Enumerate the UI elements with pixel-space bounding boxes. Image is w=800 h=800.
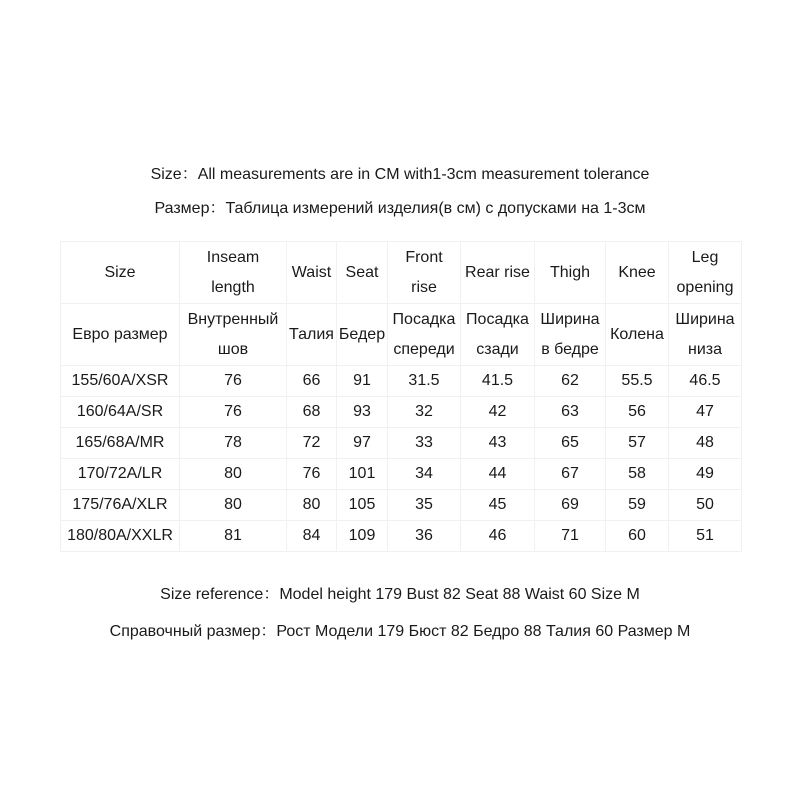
table-cell-waist: 80 [287,490,337,521]
table-cell-waist: 66 [287,366,337,397]
header-text: низа [687,340,722,358]
table-header-row-russian [61,304,742,366]
header-text: Leg [691,248,719,266]
header-text: Rear rise [465,263,530,281]
header-text: Front [405,248,443,266]
header-text: rise [411,278,437,296]
header-text: спереди [393,340,455,358]
header-text: Евро размер [72,325,168,343]
table-cell-knee: 56 [606,397,669,428]
table-cell-inseam-length: 80 [180,459,287,490]
header-cell-leg-opening [669,242,742,304]
table-cell-front-rise: 34 [388,459,461,490]
table-row [61,428,742,459]
table-cell-leg-opening: 51 [669,521,742,552]
header-text: Бедер [338,325,386,343]
header-cell-knee [606,304,669,366]
header-text: Посадка [392,310,456,328]
header-text: Knee [618,263,656,281]
header-text: Внутренный [187,310,279,328]
size-reference-english: Size reference：Model height 179 Bust 82 Seat 88 Waist 60 Size M [160,586,640,603]
header-text: Size [104,263,136,281]
table-cell-seat: 101 [337,459,388,490]
table-cell-leg-opening: 46.5 [669,366,742,397]
table-cell-waist: 84 [287,521,337,552]
table-cell-inseam-length: 81 [180,521,287,552]
table-cell-seat: 97 [337,428,388,459]
table-cell-rear-rise: 45 [461,490,535,521]
table-cell-knee: 59 [606,490,669,521]
table-cell-thigh: 65 [535,428,606,459]
header-cell-inseam-length [180,304,287,366]
table-cell-leg-opening: 49 [669,459,742,490]
header-cell-seat [337,304,388,366]
table-cell-inseam-length: 76 [180,397,287,428]
header-cell-size [61,242,180,304]
table-row [61,521,742,552]
table-cell-rear-rise: 42 [461,397,535,428]
table-cell-rear-rise: 46 [461,521,535,552]
header-cell-front-rise [388,242,461,304]
table-row [61,366,742,397]
header-text: Seat [345,263,379,281]
table-header-row-english [61,242,742,304]
header-text: Талия [289,325,334,343]
table-cell-waist: 68 [287,397,337,428]
table-cell-waist: 72 [287,428,337,459]
header-text: в бедре [541,340,599,358]
header-cell-waist [287,242,337,304]
table-cell-rear-rise: 44 [461,459,535,490]
header-cell-thigh [535,304,606,366]
table-cell-size: 155/60A/XSR [61,366,180,397]
table-cell-waist: 76 [287,459,337,490]
header-cell-front-rise [388,304,461,366]
table-row [61,490,742,521]
header-cell-leg-opening [669,304,742,366]
table-cell-size: 165/68A/MR [61,428,180,459]
table-cell-seat: 93 [337,397,388,428]
table-cell-inseam-length: 80 [180,490,287,521]
table-cell-front-rise: 31.5 [388,366,461,397]
table-cell-leg-opening: 48 [669,428,742,459]
size-chart-table [60,241,742,552]
table-cell-front-rise: 32 [388,397,461,428]
header-cell-knee [606,242,669,304]
header-text: opening [676,278,734,296]
table-cell-rear-rise: 43 [461,428,535,459]
header-cell-rear-rise [461,304,535,366]
header-text: Колена [610,325,664,343]
header-text: Inseam [206,248,260,266]
table-cell-thigh: 62 [535,366,606,397]
header-cell-thigh [535,242,606,304]
table-cell-thigh: 67 [535,459,606,490]
header-cell-waist [287,304,337,366]
table-cell-front-rise: 33 [388,428,461,459]
table-cell-knee: 57 [606,428,669,459]
table-cell-inseam-length: 78 [180,428,287,459]
header-text: сзади [476,340,519,358]
table-cell-knee: 55.5 [606,366,669,397]
table-cell-inseam-length: 76 [180,366,287,397]
table-cell-size: 160/64A/SR [61,397,180,428]
header-cell-seat [337,242,388,304]
table-cell-front-rise: 35 [388,490,461,521]
measurement-note-russian: Размер：Таблица измерений изделия(в см) с допусками на 1-3см [154,200,646,217]
table-row [61,459,742,490]
table-cell-seat: 91 [337,366,388,397]
table-cell-seat: 105 [337,490,388,521]
header-text: шов [217,340,249,358]
header-text: Ширина [540,310,600,328]
table-cell-leg-opening: 47 [669,397,742,428]
header-text: Thigh [549,263,591,281]
table-cell-knee: 60 [606,521,669,552]
header-text: Ширина [675,310,735,328]
size-reference-russian: Справочный размер：Рост Модели 179 Бюст 82 Бедро 88 Талия 60 Размер M [109,623,691,640]
header-cell-size [61,304,180,366]
header-text: length [211,278,255,296]
table-cell-leg-opening: 50 [669,490,742,521]
header-cell-inseam-length [180,242,287,304]
header-cell-rear-rise [461,242,535,304]
table-cell-front-rise: 36 [388,521,461,552]
table-cell-thigh: 63 [535,397,606,428]
measurement-note-english: Size：All measurements are in CM with1-3cm measurement tolerance [150,166,650,183]
table-cell-size: 175/76A/XLR [61,490,180,521]
table-cell-thigh: 71 [535,521,606,552]
table-row [61,397,742,428]
table-cell-seat: 109 [337,521,388,552]
table-cell-knee: 58 [606,459,669,490]
header-text: Waist [291,263,332,281]
table-cell-thigh: 69 [535,490,606,521]
header-text: Посадка [466,310,529,328]
table-cell-rear-rise: 41.5 [461,366,535,397]
table-cell-size: 180/80A/XXLR [61,521,180,552]
table-cell-size: 170/72A/LR [61,459,180,490]
